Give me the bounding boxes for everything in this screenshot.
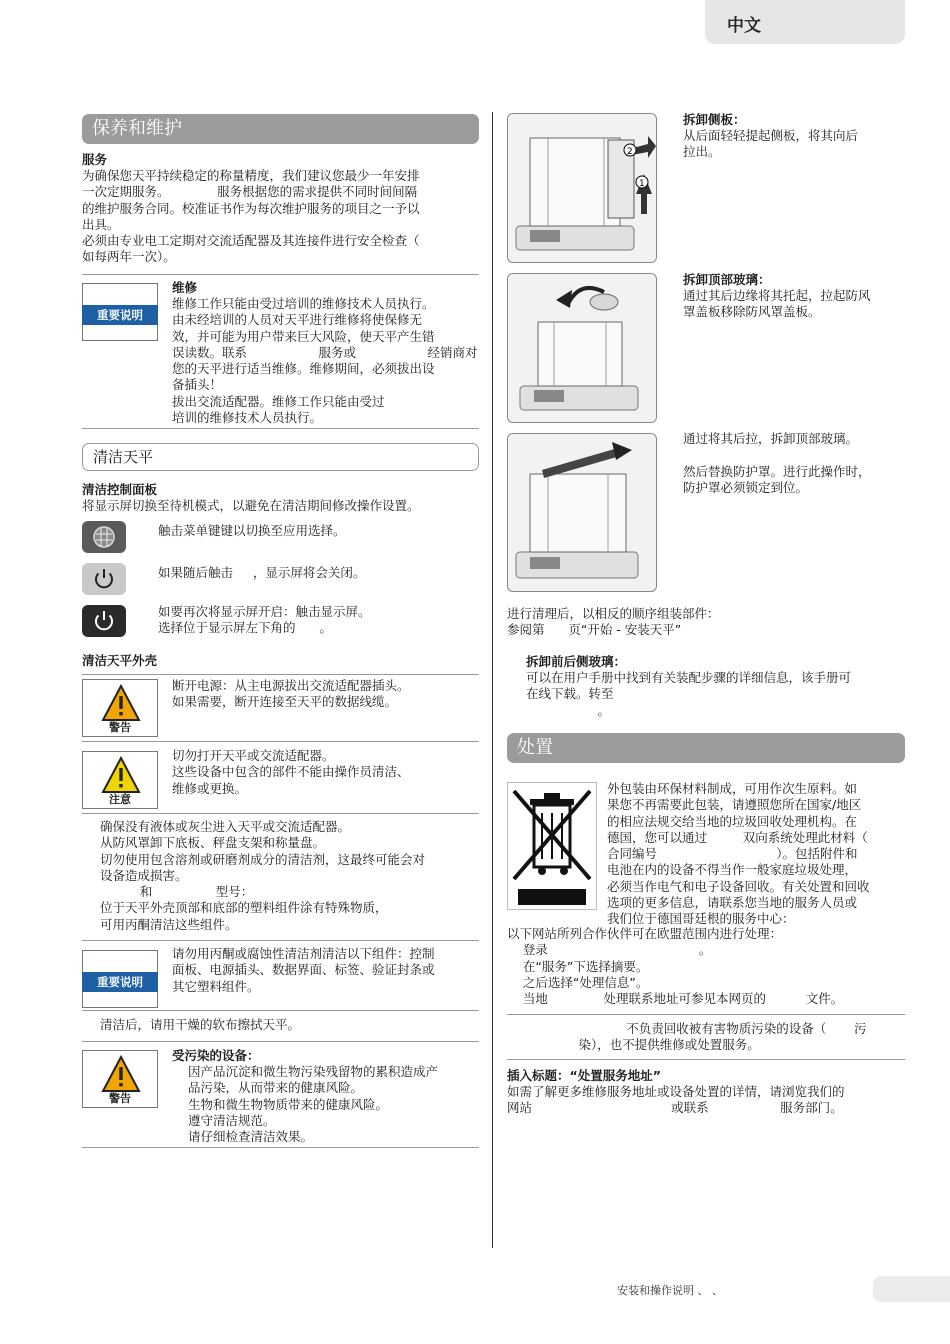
service-body: 为确保您天平持续稳定的称量精度，我们建议您最少一年安排 一次定期服务。 服务根据您的需求提供不同时间间隔 的维护服务合同。校准证书作为每次维护服务的项目之一予以 出具。 必须由专业电工定期对交流适配器及其连接件进行安全检查（ 如每两年一次）。 <box>82 168 420 265</box>
clean-step-2: 如果随后触击 ，显示屏将会关闭。 <box>158 565 366 580</box>
photo-side-panel <box>507 113 657 263</box>
caution-label: 注意 <box>109 793 131 806</box>
footer-text: 安装和操作说明 、 、 <box>617 1284 723 1297</box>
divider <box>82 274 479 275</box>
clean-step-3: 如要再次将显示屏开启：触击显示屏。 选择位于显示屏左下角的 。 <box>158 604 371 636</box>
warning-box <box>82 1050 158 1108</box>
front-glass-heading: 拆卸前后侧玻璃： <box>526 654 627 669</box>
divider <box>82 940 479 941</box>
page-number-box <box>873 1276 950 1302</box>
dispose-body: 外包装由环保材料制成，可用作次生原料。如 果您不再需要此包装，请遵照您所在国家/地区 的相应法规交给当地的垃圾回收处理机构。在 德国，您可以通过 双向系统处理此材料（ 合同编号 ）。包括附件和 电池在内的设备不得当作一般家庭垃圾处理， 必须当作电气和电子设备回收。有关处置和回收 选项的更多信息，请联系您当地的服务人员或 我们位于德国哥廷根的服务中心： <box>607 781 870 927</box>
reassemble-body: 进行清理后，以相反的顺序组装部件： 参阅第 页“开始 - 安装天平” <box>507 606 720 638</box>
dry-body: 清洁后，请用干燥的软布擦拭天平。 <box>100 1017 301 1032</box>
warning-triangle-icon <box>101 756 141 794</box>
warning-triangle-icon <box>101 1055 141 1093</box>
warning-box <box>82 679 158 737</box>
note-2-body: 请勿用丙酮或腐蚀性清洁剂清洁以下组件：控制 面板、电源插头、数据界面、标签、验证封条或 其它塑料组件。 <box>172 946 435 994</box>
crossed-bin-icon <box>507 782 597 910</box>
svg-text:1: 1 <box>639 179 645 189</box>
warning-1-body: 断开电源：从主电源拔出交流适配器插头。 如果需要，断开连接至天平的数据线缆。 <box>172 678 410 710</box>
top-glass-body: 通过其后边缘将其托起，拉起防风 罩盖板移除防风罩盖板。 <box>683 288 871 320</box>
liability-body: 不负责回收被有害物质污染的设备（ 污 染），也不提供维修或处置服务。 <box>578 1021 867 1053</box>
warning-2-body: 因产品沉淀和微生物污染残留物的累积造成产 品污染，从而带来的健康风险。 生物和微生物物质带来的健康风险。 遵守清洁规范。 请仔细检查清洁效果。 <box>188 1064 439 1145</box>
important-note-label: 重要说明 <box>82 972 158 992</box>
important-note-box <box>82 283 158 341</box>
photo-top-glass-slide <box>507 433 657 592</box>
front-glass-body: 可以在用户手册中找到有关装配步骤的详细信息，该手册可 在线下载。转至 。 <box>526 670 852 718</box>
warning-triangle-icon <box>101 684 141 722</box>
photo-top-glass <box>507 273 657 423</box>
important-note-label: 重要说明 <box>82 305 158 325</box>
section-clean-title: 清洁天平 <box>82 443 479 471</box>
dispose-list-body: 以下网站所列合作伙伴可在欧盟范围内进行处理： 登录 。 在“服务”下选择摘要。 之后选择“处理信息”。 当地 处理联系地址可参见本网页的 文件。 <box>507 926 844 1007</box>
clean-exterior-heading: 清洁天平外壳 <box>82 653 158 668</box>
clean-panel-body: 将显示屏切换至待机模式，以避免在清洁期间修改操作设置。 <box>82 498 420 513</box>
warning-label: 警告 <box>109 721 131 734</box>
svg-text:2: 2 <box>627 147 633 157</box>
clean-step-1: 触击菜单键键以切换至应用选择。 <box>158 523 346 538</box>
divider <box>82 1147 479 1148</box>
side-panel-heading: 拆卸侧板： <box>683 112 746 127</box>
caution-body: 切勿打开天平或交流适配器。 这些设备中包含的部件不能由操作员清洁、 维修或更换。 <box>172 748 410 796</box>
side-panel-body: 从后面轻轻提起侧板，将其向后 拉出。 <box>683 128 859 160</box>
divider <box>82 674 479 675</box>
divider <box>82 1010 479 1011</box>
column-divider <box>492 112 493 1248</box>
service-heading: 服务 <box>82 152 108 167</box>
repair-body: 维修工作只能由受过培训的维修技术人员执行。 由未经培训的人员对天平进行维修将使保修无 效，并可能为用户带来巨大风险，使天平产生错 误读数。联系 服务或 经销商对 您的天平进行适当维修。维修期间，必须拔出设 备插头！ 拔出交流适配器。维修工作只能由受过 培训的维修技术人员执行。 <box>172 296 478 426</box>
language-label: 中文 <box>727 16 761 36</box>
menu-key-icon <box>82 521 126 553</box>
divider <box>82 813 479 814</box>
language-tab <box>705 0 905 44</box>
power-icon <box>82 563 126 595</box>
divider <box>82 1041 479 1042</box>
insert-body: 如需了解更多维修服务地址或设备处置的详情，请浏览我们的 网站 或联系 服务部门。 <box>507 1084 845 1116</box>
warning-label: 警告 <box>109 1092 131 1105</box>
clean-list-body: 确保没有液体或灰尘进入天平或交流适配器。 从防风罩卸下底板、秤盘支架和称量盘。 切勿使用包含溶剂或研磨剂成分的清洁剂，这最终可能会对 设备造成损害。 和 型号： 位于天平外壳顶部和底部的塑料组件涂有特殊物质， 可用丙酮清洁这些组件。 <box>100 819 426 932</box>
divider <box>82 741 479 742</box>
divider <box>507 1059 905 1060</box>
top-glass-heading: 拆卸顶部玻璃： <box>683 272 771 287</box>
important-note-box <box>82 950 158 1008</box>
caution-box <box>82 751 158 809</box>
clean-panel-heading: 清洁控制面板 <box>82 482 158 497</box>
section-care-title: 保养和维护 <box>82 114 479 144</box>
repair-heading: 维修 <box>172 280 198 295</box>
warning-2-heading: 受污染的设备： <box>172 1048 260 1063</box>
power-on-icon <box>82 605 126 637</box>
top-glass-body-2: 通过将其后拉，拆卸顶部玻璃。 然后替换防护罩。进行此操作时， 防护罩必须锁定到位。 <box>683 431 871 495</box>
divider <box>82 428 479 429</box>
divider <box>507 1014 905 1015</box>
insert-heading: 插入标题：“处置服务地址” <box>507 1068 661 1083</box>
section-dispose-title: 处置 <box>507 733 905 763</box>
